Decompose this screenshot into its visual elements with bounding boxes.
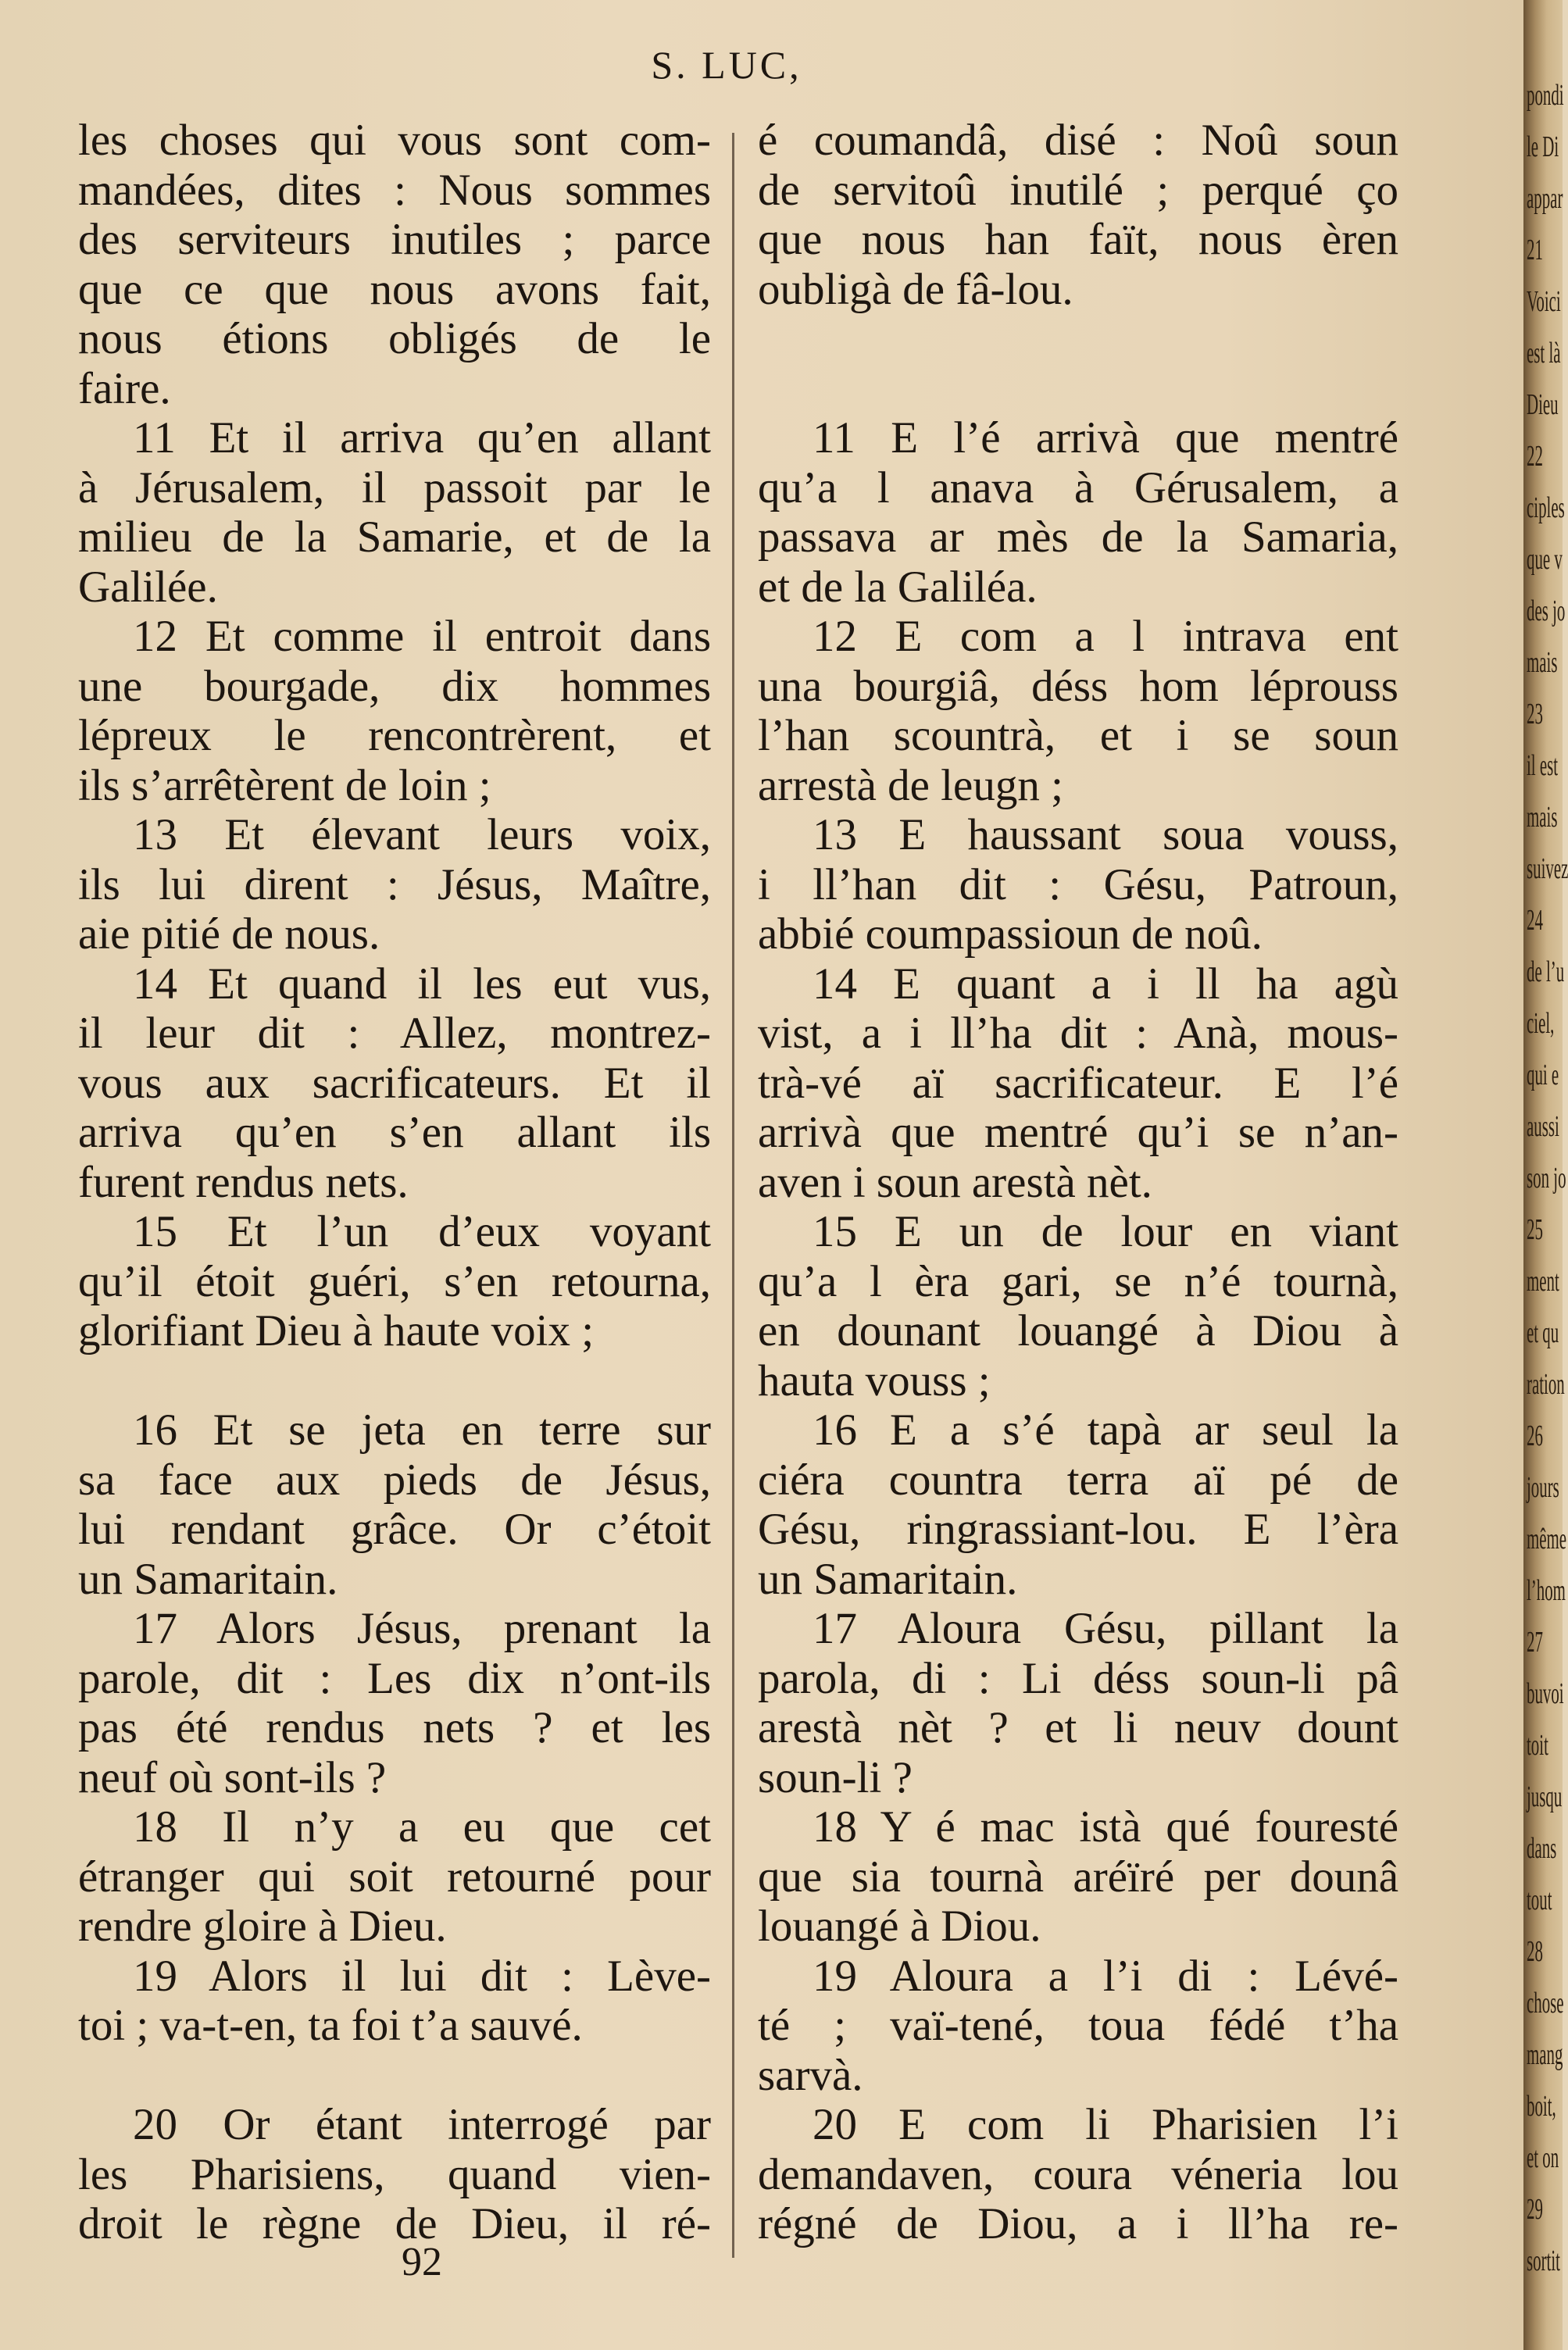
facing-page-fragment: 25 xyxy=(1527,1213,1543,1246)
facing-page-fragment: mais xyxy=(1527,801,1558,834)
french-text-line: glorifiant Dieu à haute voix ; xyxy=(78,1306,595,1355)
nicois-blank-line xyxy=(758,314,1398,364)
nicois-text-line: l’han scountrà, et i se soun xyxy=(758,711,1398,760)
facing-page-fragment: pondi xyxy=(1527,79,1564,112)
facing-page-fragment: boit, xyxy=(1527,2090,1556,2123)
nicois-text-line: arrestà de leugn ; xyxy=(758,760,1063,810)
nicois-text-line: aven i soun arestà nèt. xyxy=(758,1157,1152,1207)
french-text-line: 15 Et l’un d’eux voyant xyxy=(133,1207,711,1256)
nicois-text-line: 18 Y é mac istà qué fouresté xyxy=(813,1802,1398,1852)
nicois-text-line: 14 E quant a i ll ha agù xyxy=(813,959,1398,1009)
nicois-text-line: 11 E l’é arrivà que mentré xyxy=(813,413,1398,462)
french-text-line: 13 Et élevant leurs voix, xyxy=(133,810,711,859)
nicois-text-line: qu’a l èra gari, se n’é tournà, xyxy=(758,1256,1398,1306)
facing-page-fragment: de l’u xyxy=(1527,955,1565,988)
column-rule xyxy=(732,133,734,2258)
facing-page-fragment: le Di xyxy=(1527,130,1559,163)
facing-page-fragment: des jo xyxy=(1527,595,1566,627)
french-text-line: une bourgade, dix hommes xyxy=(78,661,711,711)
facing-page-fragment: et on xyxy=(1527,2141,1559,2174)
facing-page-fragment: mais xyxy=(1527,646,1558,679)
french-text-line: 17 Alors Jésus, prenant la xyxy=(133,1604,711,1653)
french-column xyxy=(78,116,711,2249)
facing-page-fragment: appar xyxy=(1527,182,1563,215)
facing-page-fragment: Voici xyxy=(1527,285,1561,318)
french-text-line: les choses qui vous sont com- xyxy=(78,116,711,165)
french-text-line: un Samaritain. xyxy=(78,1554,338,1604)
nicois-text-line: té ; vaï-tené, toua fédé t’ha xyxy=(758,2001,1398,2050)
nicois-text-line: en dounant louangé à Diou à xyxy=(758,1306,1398,1355)
french-text-line: 11 Et il arriva qu’en allant xyxy=(133,413,711,462)
french-text-line: parole, dit : Les dix n’ont-ils xyxy=(78,1653,711,1703)
french-text-line: à Jérusalem, il passoit par le xyxy=(78,462,711,512)
facing-page-fragment: 29 xyxy=(1527,2193,1543,2226)
facing-page-fragment: jusqu xyxy=(1527,1780,1563,1813)
facing-page-fragment: 28 xyxy=(1527,1935,1543,1968)
french-text-line: 14 Et quand il les eut vus, xyxy=(133,959,711,1009)
facing-page-fragment: sortit xyxy=(1527,2245,1560,2277)
facing-page-fragment: 21 xyxy=(1527,234,1543,266)
facing-page-fragment: suivez xyxy=(1527,852,1568,885)
nicois-text-line: de servitoû inutilé ; perqué ço xyxy=(758,165,1398,215)
nicois-column xyxy=(758,116,1398,2249)
nicois-text-line: arrivà que mentré qu’i se n’an- xyxy=(758,1108,1398,1157)
nicois-text-line: arestà nèt ? et li neuv dount xyxy=(758,1703,1398,1752)
french-text-line: que ce que nous avons fait, xyxy=(78,264,711,314)
french-text-line: arriva qu’en s’en allant ils xyxy=(78,1108,711,1157)
french-text-line: qu’il étoit guéri, s’en retourna, xyxy=(78,1256,711,1306)
facing-page-fragment: 24 xyxy=(1527,904,1543,937)
facing-page-fragment: il est xyxy=(1527,749,1559,782)
french-text-line: 19 Alors il lui dit : Lève- xyxy=(133,1951,711,2001)
nicois-text-line: parola, di : Li déss soun-li pâ xyxy=(758,1653,1398,1703)
facing-page-fragment: même xyxy=(1527,1523,1567,1555)
french-text-line: il leur dit : Allez, montrez- xyxy=(78,1009,711,1058)
nicois-text-line: i ll’han dit : Gésu, Patroun, xyxy=(758,859,1398,909)
nicois-text-line: oubligà de fâ-lou. xyxy=(758,264,1073,314)
nicois-text-line: abbié coumpassioun de noû. xyxy=(758,909,1263,959)
facing-page-edge xyxy=(1523,0,1568,2350)
french-text-line: lui rendant grâce. Or c’étoit xyxy=(78,1505,711,1554)
facing-page-fragment: son jo xyxy=(1527,1162,1566,1195)
facing-page-fragment: toit xyxy=(1527,1729,1548,1762)
french-text-line: faire. xyxy=(78,363,171,413)
nicois-text-line: 13 E haussant soua vouss, xyxy=(813,810,1398,859)
nicois-text-line: que sia tournà aréïré per dounâ xyxy=(758,1852,1398,1902)
facing-page-fragment: 27 xyxy=(1527,1626,1543,1659)
french-text-line: 16 Et se jeta en terre sur xyxy=(133,1405,711,1455)
french-text-line: vous aux sacrificateurs. Et il xyxy=(78,1058,711,1108)
nicois-text-line: un Samaritain. xyxy=(758,1554,1018,1604)
facing-page-fragment: 22 xyxy=(1527,440,1543,473)
nicois-text-line: Gésu, ringrassiant-lou. E l’èra xyxy=(758,1505,1398,1554)
nicois-text-line: una bourgiâ, déss hom léprouss xyxy=(758,661,1398,711)
french-text-line: étranger qui soit retourné pour xyxy=(78,1852,711,1902)
french-blank-line xyxy=(78,1356,711,1406)
facing-page-fragment: ment xyxy=(1527,1265,1559,1298)
french-text-line: des serviteurs inutiles ; parce xyxy=(78,215,711,264)
nicois-text-line: trà-vé aï sacrificateur. E l’é xyxy=(758,1058,1398,1108)
french-text-line: sa face aux pieds de Jésus, xyxy=(78,1455,711,1505)
french-text-line: rendre gloire à Dieu. xyxy=(78,1902,447,1951)
nicois-text-line: 19 Aloura a l’i di : Lévé- xyxy=(813,1951,1398,2001)
french-text-line: lépreux le rencontrèrent, et xyxy=(78,711,711,760)
facing-page-fragment: que v xyxy=(1527,543,1563,576)
nicois-text-line: 20 E com li Pharisien l’i xyxy=(813,2100,1398,2149)
french-text-line: nous étions obligés de le xyxy=(78,314,711,363)
french-text-line: aie pitié de nous. xyxy=(78,909,380,959)
running-head: S. LUC, xyxy=(651,43,802,87)
nicois-text-line: 17 Aloura Gésu, pillant la xyxy=(813,1604,1398,1653)
facing-page-fragment: tout xyxy=(1527,1884,1552,1916)
facing-page-fragment: l’hom xyxy=(1527,1574,1566,1607)
facing-page-fragment: 26 xyxy=(1527,1420,1543,1452)
nicois-text-line: louangé à Diou. xyxy=(758,1902,1041,1951)
nicois-text-line: 15 E un de lour en viant xyxy=(813,1207,1398,1256)
nicois-text-line: é coumandâ, disé : Noû soun xyxy=(758,116,1398,165)
french-text-line: pas été rendus nets ? et les xyxy=(78,1703,711,1752)
facing-page-fragment: et qu xyxy=(1527,1316,1559,1349)
french-text-line: furent rendus nets. xyxy=(78,1157,409,1207)
french-text-line: 18 Il n’y a eu que cet xyxy=(133,1802,711,1852)
nicois-blank-line xyxy=(758,364,1398,414)
nicois-text-line: vist, a i ll’ha dit : Anà, mous- xyxy=(758,1009,1398,1058)
facing-page-fragment: ciel, xyxy=(1527,1007,1555,1040)
french-text-line: 20 Or étant interrogé par xyxy=(133,2100,711,2149)
nicois-text-line: 12 E com a l intrava ent xyxy=(813,612,1398,661)
french-text-line: droit le règne de Dieu, il ré- xyxy=(78,2199,711,2248)
french-text-line: 12 Et comme il entroit dans xyxy=(133,612,711,661)
nicois-text-line: qu’a l anava à Gérusalem, a xyxy=(758,462,1398,512)
facing-page-fragment: ration xyxy=(1527,1368,1565,1401)
nicois-text-line: hauta vouss ; xyxy=(758,1355,991,1405)
french-text-line: milieu de la Samarie, et de la xyxy=(78,512,711,562)
nicois-text-line: régné de Diou, a i ll’ha re- xyxy=(758,2199,1398,2248)
french-text-line: les Pharisiens, quand vien- xyxy=(78,2149,711,2199)
french-text-line: neuf où sont-ils ? xyxy=(78,1752,387,1802)
page-number: 92 xyxy=(402,2240,442,2284)
facing-page-fragment: 23 xyxy=(1527,698,1543,730)
french-text-line: Galilée. xyxy=(78,562,218,612)
nicois-text-line: soun-li ? xyxy=(758,1752,913,1802)
french-text-line: ils lui dirent : Jésus, Maître, xyxy=(78,859,711,909)
facing-page-fragment: est là xyxy=(1527,337,1561,370)
nicois-text-line: et de la Galiléa. xyxy=(758,562,1038,612)
nicois-text-line: sarvà. xyxy=(758,2050,863,2100)
french-text-line: mandées, dites : Nous sommes xyxy=(78,165,711,215)
nicois-text-line: 16 E a s’é tapà ar seul la xyxy=(813,1405,1398,1455)
nicois-text-line: que nous han faït, nous èren xyxy=(758,215,1398,264)
facing-page-fragment: aussi xyxy=(1527,1110,1559,1143)
facing-page-fragment: chose xyxy=(1527,1987,1564,2020)
french-text-line: toi ; va-t-en, ta foi t’a sauvé. xyxy=(78,2001,583,2050)
facing-page-fragment: qui e xyxy=(1527,1059,1559,1091)
french-text-line: ils s’arrêtèrent de loin ; xyxy=(78,760,491,810)
facing-page-fragment: ciples xyxy=(1527,491,1565,524)
nicois-text-line: demandaven, coura véneria lou xyxy=(758,2149,1398,2199)
facing-page-fragment: jours xyxy=(1527,1471,1559,1504)
french-blank-line xyxy=(78,2051,711,2101)
nicois-text-line: passava ar mès de la Samaria, xyxy=(758,512,1398,562)
facing-page-fragment: Dieu xyxy=(1527,388,1559,421)
nicois-text-line: ciéra countra terra aï pé de xyxy=(758,1455,1398,1505)
facing-page-fragment: dans xyxy=(1527,1832,1557,1865)
facing-page-fragment: buvoi xyxy=(1527,1677,1564,1710)
facing-page-fragment: mang xyxy=(1527,2038,1563,2071)
